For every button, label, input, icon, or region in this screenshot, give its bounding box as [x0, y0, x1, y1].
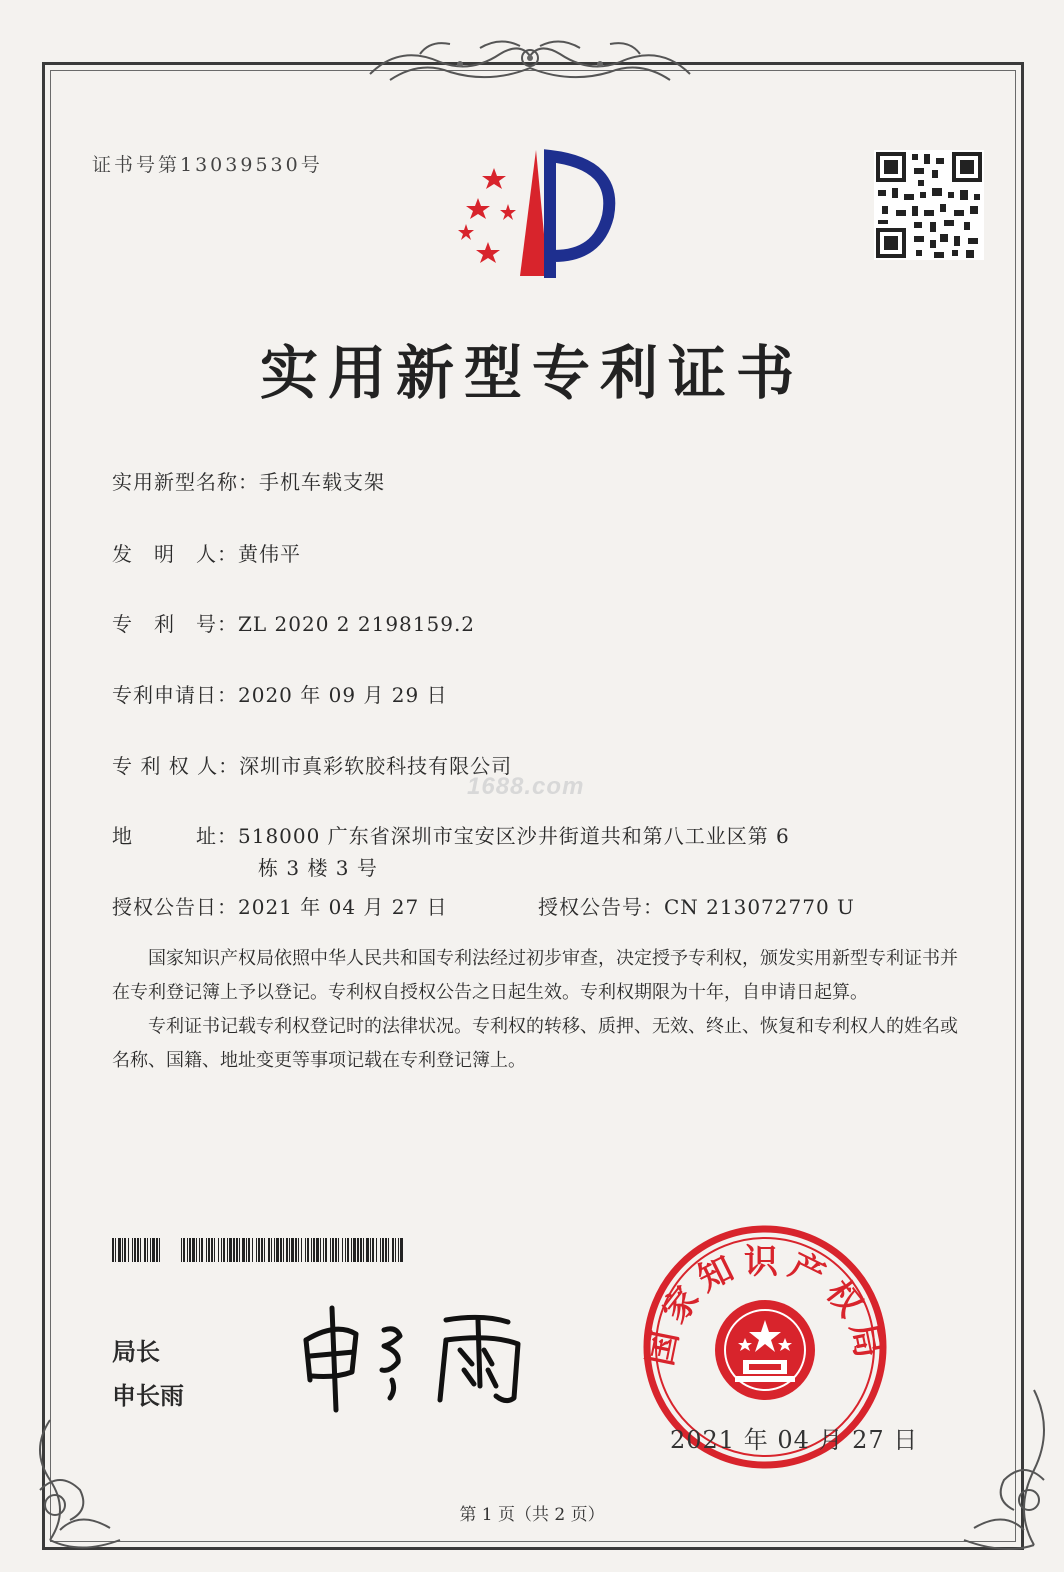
seal-date: 2021 年 04 月 27 日 [670, 1426, 919, 1454]
patentee-row [112, 750, 512, 779]
signature-block [112, 1330, 184, 1418]
inventor-row [112, 538, 301, 567]
grant-number-value: CN 213072770 U [664, 895, 855, 919]
inventor-label: 发 明 人： [112, 542, 238, 566]
filing-date-label: 专利申请日： [112, 683, 238, 707]
address-row [112, 820, 790, 849]
filing-date-value: 2020 年 09 月 29 日 [238, 683, 448, 707]
grant-date-row [112, 891, 448, 920]
patent-number-value: ZL 2020 2 2198159.2 [238, 612, 476, 636]
inventor-value: 黄伟平 [238, 542, 301, 566]
grant-number-label: 授权公告号： [538, 895, 664, 919]
address-value-line1: 518000 广东省深圳市宝安区沙井街道共和第八工业区第 6 [238, 824, 790, 848]
utility-model-name-row [112, 466, 385, 495]
watermark: 1688.com [467, 773, 585, 800]
grant-date-label: 授权公告日： [112, 895, 238, 919]
handwritten-signature [296, 1300, 546, 1420]
filing-date-row [112, 679, 448, 708]
address-value-line2: 栋 3 楼 3 号 [258, 856, 378, 880]
grant-date-value: 2021 年 04 月 27 日 [238, 895, 448, 919]
page-number: 第 1 页（共 2 页） [459, 1505, 605, 1525]
cnipa-logo-icon [450, 146, 620, 286]
seal-text: 国家知识产权局 [640, 1241, 890, 1369]
legal-paragraph-2: 专利证书记载专利权登记时的法律状况。专利权的转移、质押、无效、终止、恢复和专利权人的姓名或名称、国籍、地址变更等事项记载在专利登记簿上。 [112, 1016, 958, 1071]
patent-number-label: 专 利 号： [112, 612, 238, 636]
grant-number-row [538, 891, 855, 920]
patent-number-row [112, 608, 475, 637]
certificate-number: 证书号第13039530号 [92, 154, 323, 176]
barcode-icon [112, 1238, 404, 1262]
utility-model-name-label: 实用新型名称： [112, 470, 259, 494]
director-title: 局长 [112, 1338, 160, 1366]
top-ornament-icon [360, 34, 700, 92]
page-title: 实用新型专利证书 [259, 339, 804, 407]
patentee-label: 专 利 权 人： [112, 754, 240, 778]
patentee-value: 深圳市真彩软胶科技有限公司 [239, 754, 513, 778]
legal-paragraph-1: 国家知识产权局依照中华人民共和国专利法经过初步审查，决定授予专利权，颁发实用新型专利证书并在专利登记簿上予以登记。专利权自授权公告之日起生效。专利权期限为十年，自申请日起算。 [112, 948, 958, 1003]
utility-model-name-value: 手机车载支架 [259, 470, 385, 494]
address-label: 地 址： [112, 824, 238, 848]
legal-statement [112, 942, 964, 1078]
director-name: 申长雨 [112, 1382, 184, 1410]
bottom-left-ornament-icon [20, 1410, 150, 1560]
bottom-right-ornament-icon [934, 1380, 1064, 1560]
qr-code-icon [874, 150, 984, 260]
